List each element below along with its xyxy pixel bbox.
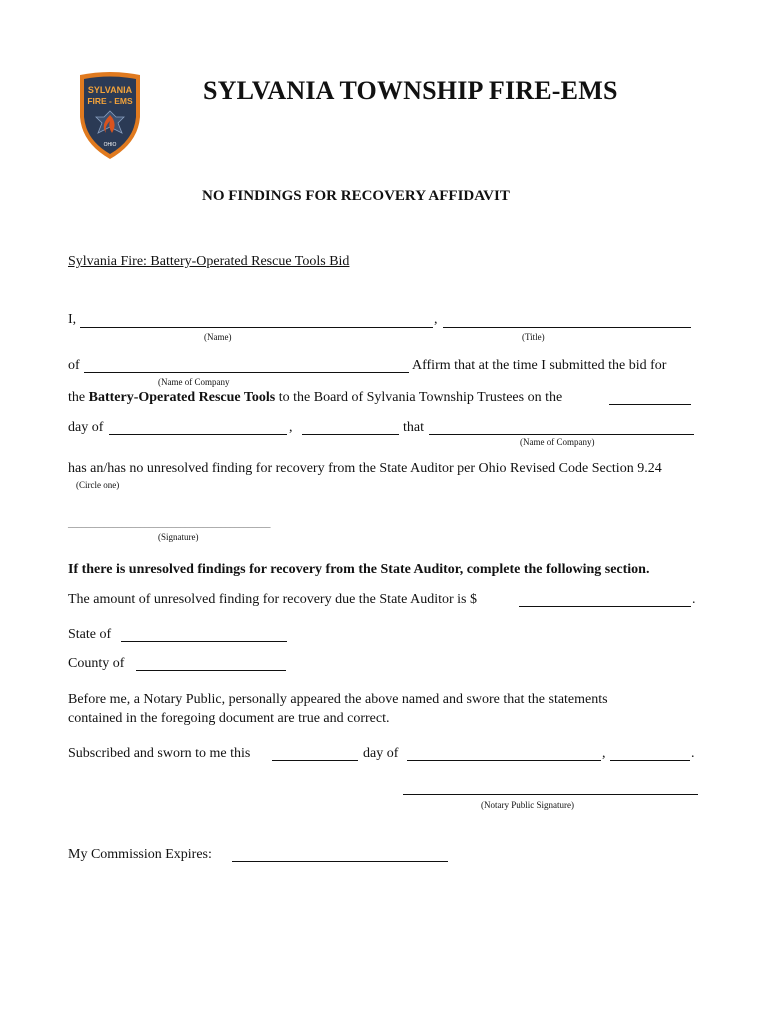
notary-signature-field[interactable] (403, 794, 698, 795)
commission-label: My Commission Expires: (68, 847, 212, 862)
sylvania-fire-ems-logo (74, 71, 146, 161)
row3-rest: to the Board of Sylvania Township Trustees on the (278, 390, 563, 405)
subscribed-text: Subscribed and sworn to me this (68, 746, 251, 761)
logo-line1: SYLVANIA (87, 85, 133, 95)
amount-period: . (692, 592, 696, 607)
title-field[interactable] (443, 327, 691, 328)
year-field[interactable] (302, 434, 399, 435)
subscribed-day-field[interactable] (272, 760, 358, 761)
county-label: County of (68, 656, 125, 671)
county-field[interactable] (136, 670, 286, 671)
subscribed-year-field[interactable] (610, 760, 690, 761)
commission-field[interactable] (232, 861, 448, 862)
row4-that: that (403, 420, 424, 435)
row1-comma: , (434, 312, 438, 327)
subject-line: Sylvania Fire: Battery-Operated Rescue Tools Bid (68, 254, 350, 269)
signature-caption: (Signature) (158, 532, 199, 542)
row2-prefix: of (68, 358, 80, 373)
state-label: State of (68, 627, 112, 642)
page-title: SYLVANIA TOWNSHIP FIRE-EMS (203, 76, 618, 105)
notary-paragraph-line2: contained in the foregoing document are true and correct. (68, 711, 390, 726)
row4-prefix: day of (68, 420, 104, 435)
company-field-2[interactable] (429, 434, 694, 435)
row4-comma: , (289, 420, 293, 435)
amount-text: The amount of unresolved finding for recovery due the State Auditor is $ (68, 592, 478, 607)
row1-prefix: I, (68, 312, 77, 327)
fire-shield-icon (74, 71, 146, 161)
company-caption-2: (Name of Company) (520, 437, 595, 447)
name-field[interactable] (80, 327, 433, 328)
subscribed-day-of: day of (363, 746, 399, 761)
notary-signature-caption: (Notary Public Signature) (481, 800, 574, 810)
row3-bold: Battery-Operated Rescue Tools (88, 390, 276, 405)
day-field[interactable] (109, 434, 287, 435)
amount-field[interactable] (519, 606, 691, 607)
subscribed-comma: , (602, 746, 606, 761)
signature-line[interactable]: _____________________________________________ (68, 519, 271, 529)
name-caption: (Name) (204, 332, 232, 342)
title-caption: (Title) (522, 332, 545, 342)
finding-statement: has an/has no unresolved finding for recovery from the State Auditor per Ohio Revised Code Section 9.24 (68, 461, 662, 476)
logo-line2: FIRE - EMS (87, 96, 133, 106)
document-title: NO FINDINGS FOR RECOVERY AFFIDAVIT (202, 188, 510, 204)
subscribed-period: . (691, 746, 695, 761)
company-field[interactable] (84, 372, 409, 373)
section-heading: If there is unresolved findings for recovery from the State Auditor, complete the following section. (68, 562, 650, 577)
company-caption: (Name of Company (158, 377, 230, 387)
date-field[interactable] (609, 404, 691, 405)
subscribed-month-field[interactable] (407, 760, 601, 761)
circle-one-caption: (Circle one) (76, 480, 120, 490)
state-field[interactable] (121, 641, 287, 642)
row3-text (68, 390, 562, 406)
notary-paragraph-line1: Before me, a Notary Public, personally appeared the above named and swore that the statements (68, 692, 608, 707)
affirm-text: Affirm that at the time I submitted the bid for (412, 358, 667, 373)
logo-line3: OHIO (103, 142, 117, 148)
row3-the: the (68, 390, 86, 405)
